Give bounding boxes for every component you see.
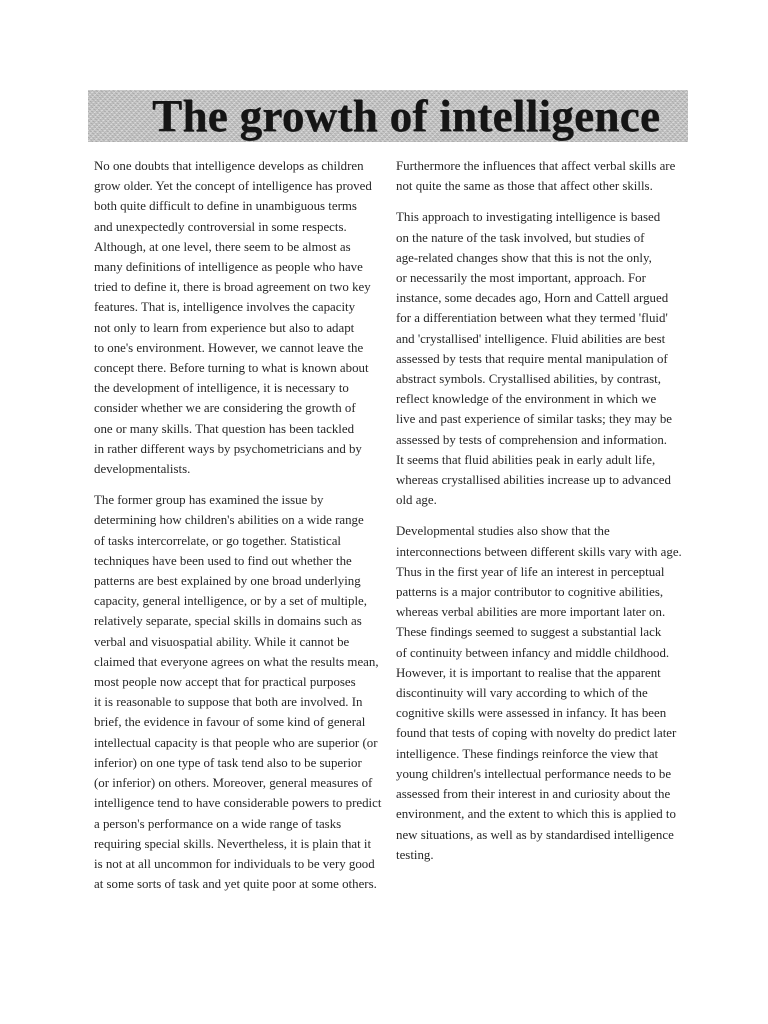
text-line: claimed that everyone agrees on what the results mean, xyxy=(94,654,379,669)
title-banner xyxy=(88,90,688,142)
text-line: features. That is, intelligence involves the capacity xyxy=(94,300,356,315)
text-line: live and past experience of similar tasks; they may be xyxy=(396,412,672,427)
text-line: for a differentiation between what they termed 'fluid' xyxy=(396,311,668,326)
text-line: environment, and the extent to which this is applied to xyxy=(396,807,676,822)
text-line: discontinuity will vary according to which of the xyxy=(396,686,648,701)
text-line: intellectual capacity is that people who are superior (or xyxy=(94,735,378,750)
text-line: of continuity between infancy and middle childhood. xyxy=(396,645,670,660)
text-line: developmentalists. xyxy=(94,462,191,477)
text-line: determining how children's abilities on a wide range xyxy=(94,513,364,528)
text-line: Although, at one level, there seem to be almost as xyxy=(94,239,351,254)
text-line: testing. xyxy=(396,847,434,862)
text-line: is not at all uncommon for individuals to be very good xyxy=(94,856,375,871)
page-title: The growth of intelligence xyxy=(152,91,661,141)
text-line: requiring special skills. Nevertheless, it is plain that it xyxy=(94,836,372,851)
text-line: whereas crystallised abilities increase up to advanced xyxy=(396,473,671,488)
text-line: (or inferior) on others. Moreover, general measures of xyxy=(94,776,373,791)
text-line: grow older. Yet the concept of intelligence has proved xyxy=(94,179,372,194)
text-line: However, it is important to realise that the apparent xyxy=(396,665,661,680)
text-line: patterns is a major contributor to cognitive abilities, xyxy=(396,585,664,600)
text-line: it is reasonable to suppose that both are involved. In xyxy=(94,695,363,710)
text-line: patterns are best explained by one broad underlying xyxy=(94,574,361,589)
text-line: intelligence. These findings reinforce the view that xyxy=(396,746,659,761)
text-line: Furthermore the influences that affect verbal skills are xyxy=(396,159,676,173)
text-line: of tasks intercorrelate, or go together. Statistical xyxy=(94,533,341,548)
text-line: new situations, as well as by standardised intelligence xyxy=(396,827,674,842)
text-line: inferior) on one type of task tend also to be superior xyxy=(94,755,362,770)
right-column xyxy=(396,156,688,876)
text-line: at some sorts of task and yet quite poor at some others. xyxy=(94,877,377,892)
right-column-paragraph xyxy=(396,207,688,510)
text-line: The former group has examined the issue by xyxy=(94,493,324,508)
text-line: not only to learn from experience but also to adapt xyxy=(94,320,355,335)
text-line: to one's environment. However, we cannot leave the xyxy=(94,340,364,355)
text-line: These findings seemed to suggest a substantial lack xyxy=(396,625,662,640)
text-line: It seems that fluid abilities peak in early adult life, xyxy=(396,452,656,467)
text-line: in rather different ways by psychometricians and by xyxy=(94,441,362,456)
text-line: assessed by tests that require mental manipulation of xyxy=(396,351,668,366)
text-line: not quite the same as those that affect other skills. xyxy=(396,179,653,194)
text-line: young children's intellectual performance needs to be xyxy=(396,766,672,781)
text-line: found that tests of coping with novelty do predict later xyxy=(396,726,677,741)
text-line: cognitive skills were assessed in infancy. It has been xyxy=(396,706,667,721)
text-line: assessed by tests of comprehension and information. xyxy=(396,432,668,447)
text-line: many definitions of intelligence as people who have xyxy=(94,260,363,275)
text-line: reflect knowledge of the environment in which we xyxy=(396,392,657,407)
text-line: assessed from their interest in and curiosity about the xyxy=(396,787,671,802)
text-line: consider whether we are considering the growth of xyxy=(94,401,356,416)
text-line: on the nature of the task involved, but studies of xyxy=(396,230,645,245)
text-line: abstract symbols. Crystallised abilities, by contrast, xyxy=(396,372,661,387)
text-line: relatively separate, special skills in domains such as xyxy=(94,614,362,629)
text-line: a person's performance on a wide range of tasks xyxy=(94,816,342,831)
text-line: one or many skills. That question has been tackled xyxy=(94,421,355,436)
text-line: old age. xyxy=(396,493,437,508)
text-line: verbal and visuospatial ability. While it cannot be xyxy=(94,634,350,649)
text-line: the development of intelligence, it is necessary to xyxy=(94,381,349,396)
left-column-paragraph xyxy=(94,156,392,479)
text-line: whereas verbal abilities are more important later on. xyxy=(396,605,666,620)
text-line: most people now accept that for practical purposes xyxy=(94,675,356,690)
text-line: both quite difficult to define in unambiguous terms xyxy=(94,199,357,214)
text-line: techniques have been used to find out whether the xyxy=(94,553,352,568)
text-line: capacity, general intelligence, or by a set of multiple, xyxy=(94,594,367,609)
text-line: No one doubts that intelligence develops as children xyxy=(94,159,364,173)
text-line: age-related changes show that this is not the only, xyxy=(396,250,652,265)
text-line: brief, the evidence in favour of some kind of general xyxy=(94,715,366,730)
text-line: tried to define it, there is broad agreement on two key xyxy=(94,280,371,295)
right-column-paragraph xyxy=(396,521,688,864)
text-line: and 'crystallised' intelligence. Fluid abilities are best xyxy=(396,331,666,346)
right-column-paragraph xyxy=(396,156,688,196)
text-line: Developmental studies also show that the xyxy=(396,524,610,539)
text-line: Thus in the first year of life an interest in perceptual xyxy=(396,564,665,579)
text-line: intelligence tend to have considerable powers to predict xyxy=(94,796,382,811)
left-column-paragraph xyxy=(94,490,392,894)
text-line: interconnections between different skills vary with age. xyxy=(396,544,682,559)
text-line: This approach to investigating intelligence is based xyxy=(396,210,661,225)
text-line: instance, some decades ago, Horn and Cattell argued xyxy=(396,291,669,306)
text-line: concept there. Before turning to what is known about xyxy=(94,361,369,376)
left-column xyxy=(94,156,392,905)
text-line: or necessarily the most important, approach. For xyxy=(396,271,646,286)
text-line: and unexpectedly controversial in some respects. xyxy=(94,219,347,234)
